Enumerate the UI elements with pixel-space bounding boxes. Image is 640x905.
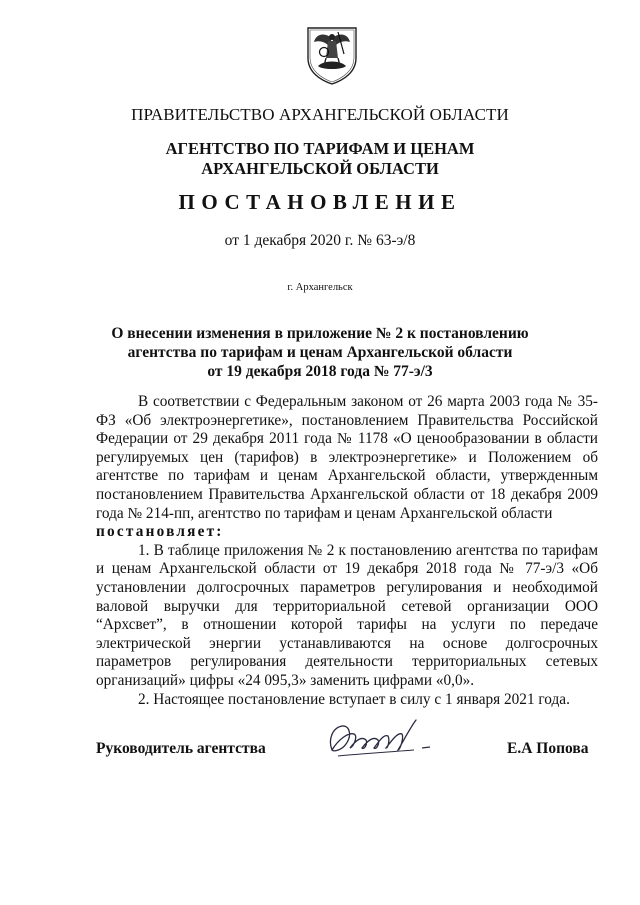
- item-2-paragraph: 2. Настоящее постановление вступает в силу с 1 января 2021 года.: [138, 690, 570, 708]
- document-type: ПОСТАНОВЛЕНИЕ: [178, 190, 462, 214]
- preamble-paragraph: В соответствии с Федеральным законом от 26 марта 2003 года № 35-ФЗ «Об электроэнергетике», постановлением Правительства Российской Федерации от 29 декабря 2011 года № 1178 «О ценообразовании в области регулируемых цен (тарифов) в электроэнергетике» и Положением об агентстве по тарифам и ценам Архангельской области, утвержденным постановлением Правительства Архангельской области от 18 декабря 2009 года № 214-пп, агентство по тарифам и ценам Архангельской области: [96, 393, 598, 522]
- signer-name: Е.А Попова: [507, 740, 589, 757]
- document-subject: [0, 324, 640, 381]
- handwritten-signature: [318, 710, 448, 768]
- decree-word: постановляет:: [96, 523, 224, 541]
- coat-of-arms-icon: [300, 24, 364, 86]
- document-city: г. Архангельск: [287, 282, 353, 293]
- government-name: ПРАВИТЕЛЬСТВО АРХАНГЕЛЬСКОЙ ОБЛАСТИ: [131, 105, 509, 124]
- document-body: [96, 393, 598, 709]
- signer-position: Руководитель агентства: [96, 740, 266, 757]
- agency-name-line1: АГЕНТСТВО ПО ТАРИФАМ И ЦЕНАМ: [165, 139, 475, 158]
- agency-name: [0, 139, 640, 179]
- item-1-paragraph: 1. В таблице приложения № 2 к постановлению агентства по тарифам и ценам Архангельской области от 19 декабря 2018 года № 77-э/3 «Об установлении долгосрочных параметров регулирования и необходимой валовой выручки для территориальной сетевой организации ООО “Архсвет”, в отношении которой тарифы на услуги по передаче электрической энергии устанавливаются на основе долгосрочных параметров регулирования деятельности территориальных сетевых организаций» цифры «24 095,3» заменить цифрами «0,0».: [96, 541, 598, 689]
- subject-line2: агентства по тарифам и ценам Архангельской области: [127, 344, 513, 361]
- subject-line1: О внесении изменения в приложение № 2 к постановлению: [111, 325, 529, 342]
- document-date-number: от 1 декабря 2020 г. № 63-э/8: [224, 232, 416, 249]
- agency-name-line2: АРХАНГЕЛЬСКОЙ ОБЛАСТИ: [201, 159, 439, 178]
- subject-line3: от 19 декабря 2018 года № 77-э/3: [207, 363, 433, 380]
